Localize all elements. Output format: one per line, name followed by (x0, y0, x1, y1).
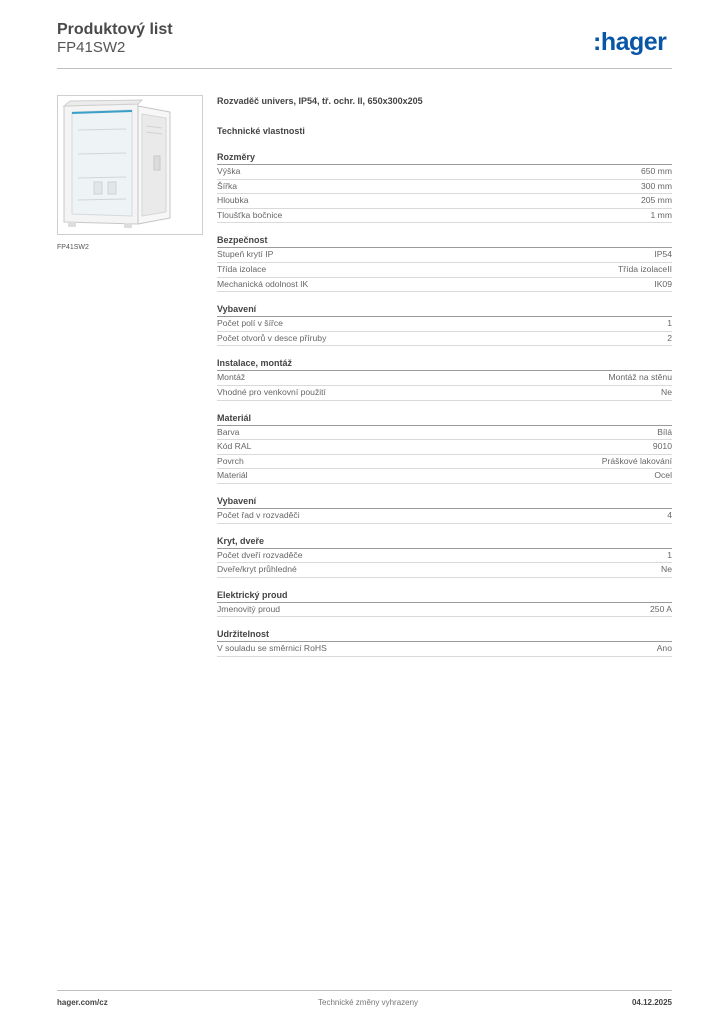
section-title: Elektrický proud (217, 590, 672, 603)
spec-section (217, 304, 672, 346)
spec-section (217, 629, 672, 657)
spec-sections (217, 152, 672, 657)
spec-row (217, 563, 672, 578)
spec-label: Mechanická odolnost IK (217, 278, 309, 289)
spec-value: 650 mm (640, 166, 672, 176)
spec-value: Práškové lakování (601, 455, 672, 466)
spec-row (217, 317, 672, 332)
spec-row (217, 332, 672, 347)
section-title: Rozměry (217, 152, 672, 165)
technical-heading: Technické vlastnosti (217, 126, 305, 136)
footer-note: Technické změny vyhrazeny (318, 998, 419, 1007)
section-title: Bezpečnost (217, 235, 672, 248)
spec-value: 1 (667, 549, 672, 560)
spec-label: Montáž (217, 372, 246, 383)
spec-value: 1 (667, 318, 672, 329)
spec-section (217, 413, 672, 484)
spec-row (217, 263, 672, 278)
image-caption: FP41SW2 (57, 244, 89, 251)
section-title: Vybavení (217, 304, 672, 317)
spec-value: Bílá (657, 426, 672, 437)
spec-label: Počet otvorů v desce příruby (217, 332, 327, 343)
spec-label: Výška (217, 166, 241, 176)
enclosure-illustration (58, 96, 202, 234)
spec-section (217, 235, 672, 292)
product-name: Rozvaděč univers, IP54, tř. ochr. II, 650x300x205 (217, 96, 423, 106)
section-title: Materiál (217, 413, 672, 426)
spec-section (217, 536, 672, 578)
footer-date: 04.12.2025 (631, 998, 672, 1007)
spec-value: 205 mm (640, 195, 672, 206)
spec-row (217, 371, 672, 386)
spec-value: IK09 (654, 278, 672, 289)
spec-value: Ocel (654, 470, 672, 481)
spec-value: 2 (667, 332, 672, 343)
spec-row (217, 180, 672, 195)
hager-logo: :hager (593, 28, 667, 56)
product-specs (217, 96, 672, 657)
spec-row (217, 248, 672, 263)
spec-label: Počet řad v rozvaděči (217, 509, 300, 520)
section-title: Instalace, montáž (217, 358, 672, 371)
header-divider (57, 68, 672, 69)
spec-label: Jmenovitý proud (217, 603, 281, 614)
spec-row (217, 440, 672, 455)
spec-value: 4 (667, 509, 672, 520)
spec-row (217, 165, 672, 180)
spec-row (217, 194, 672, 209)
spec-row (217, 642, 672, 657)
spec-label: Vhodné pro venkovní použití (217, 386, 326, 397)
spec-row (217, 455, 672, 470)
spec-label: Materiál (217, 470, 248, 481)
spec-row (217, 603, 672, 618)
spec-value: 300 mm (640, 180, 672, 191)
spec-label: Barva (217, 426, 240, 437)
spec-section (217, 496, 672, 524)
spec-label: V souladu se směrnicí RoHS (217, 643, 327, 654)
spec-value: 1 mm (650, 209, 672, 220)
spec-label: Stupeň krytí IP (217, 249, 274, 260)
spec-row (217, 209, 672, 224)
spec-value: 9010 (652, 441, 672, 452)
spec-value: Ne (661, 564, 672, 575)
spec-section (217, 358, 672, 400)
spec-row (217, 426, 672, 441)
spec-label: Třída izolace (217, 263, 267, 274)
spec-value: IP54 (654, 249, 672, 260)
spec-row (217, 386, 672, 401)
section-title: Vybavení (217, 496, 672, 509)
spec-label: Počet dveří rozvaděče (217, 549, 303, 560)
spec-value: Třída izolaceII (618, 263, 672, 274)
footer-divider (57, 990, 672, 991)
spec-label: Šířka (217, 180, 238, 191)
spec-value: Montáž na stěnu (608, 372, 672, 383)
spec-row (217, 509, 672, 524)
spec-row (217, 469, 672, 484)
page-title: Produktový list (57, 21, 173, 38)
spec-row (217, 549, 672, 564)
section-title: Kryt, dveře (217, 536, 672, 549)
spec-section (217, 152, 672, 223)
spec-label: Kód RAL (217, 441, 252, 452)
spec-section (217, 590, 672, 618)
section-title: Udržitelnost (217, 629, 672, 642)
spec-value: 250 A (650, 603, 672, 614)
footer-website[interactable]: hager.com/cz (57, 998, 108, 1007)
spec-label: Počet polí v šířce (217, 318, 283, 329)
spec-row (217, 278, 672, 293)
spec-value: Ano (656, 643, 672, 654)
product-image (57, 95, 203, 235)
spec-label: Tloušťka bočnice (217, 209, 283, 220)
product-code: FP41SW2 (57, 39, 126, 56)
spec-value: Ne (661, 386, 672, 397)
spec-label: Dveře/kryt průhledné (217, 564, 297, 575)
spec-label: Povrch (217, 455, 244, 466)
spec-label: Hloubka (217, 195, 249, 206)
